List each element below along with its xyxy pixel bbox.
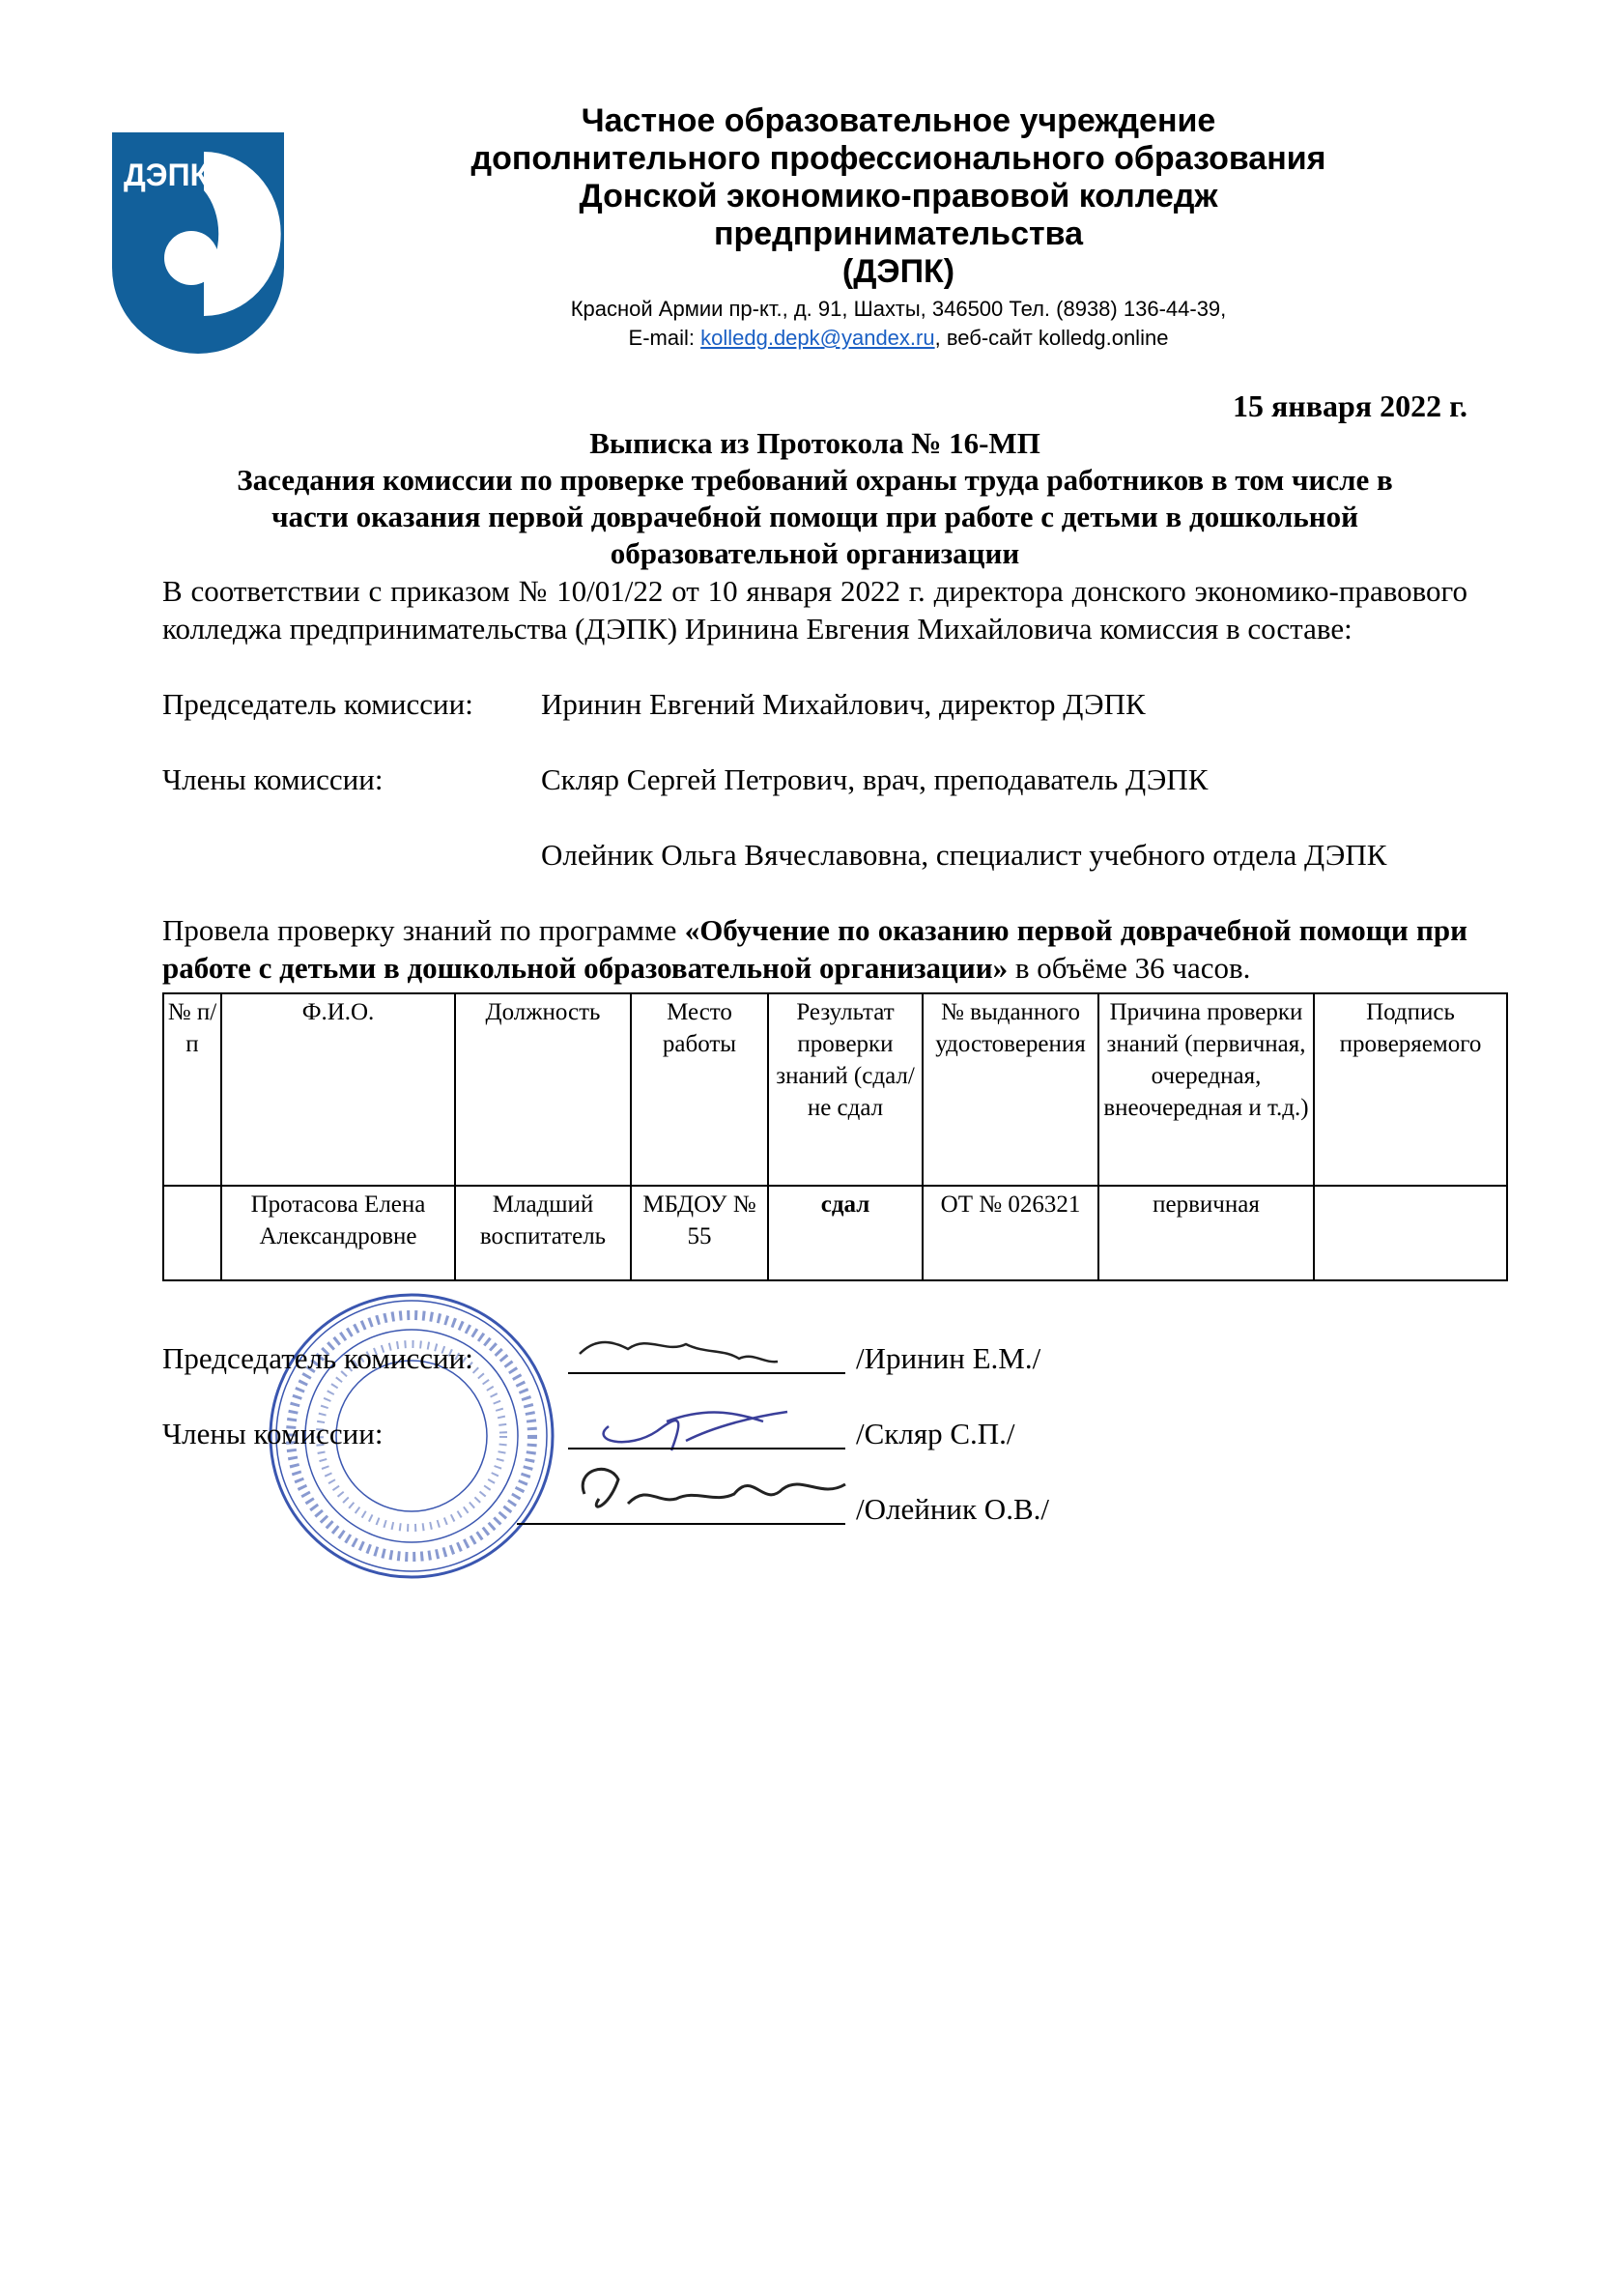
member-row: [162, 836, 1506, 874]
cell-workplace: МБДОУ № 55: [631, 1186, 768, 1280]
org-line: предпринимательства: [713, 215, 1084, 252]
depk-logo: [112, 132, 286, 355]
header-cell: Должность: [455, 993, 631, 1186]
cell-certificate: ОТ № 026321: [923, 1186, 1098, 1280]
header-cell: Подпись проверяемого: [1314, 993, 1507, 1186]
signature-row: [162, 1490, 1506, 1565]
cell-result: сдал: [768, 1186, 923, 1280]
intro-paragraph: В соответствии с приказом № 10/01/22 от 10 января 2022 г. директора донского экономико-правового колледжа предпринимательства (ДЭПК) Иринина Евгения Михайловича комиссия в составе:: [162, 574, 1467, 646]
email-link[interactable]: kolledg.depk@yandex.ru: [700, 326, 935, 350]
table-header-row: [163, 993, 1507, 1186]
svg-text:ДЭПК: ДЭПК: [124, 158, 210, 192]
email-label: E-mail:: [628, 326, 701, 350]
header-cell: Место работы: [631, 993, 768, 1186]
signature-chair-label: Председатель комиссии:: [162, 1341, 473, 1375]
signature-line: [568, 1372, 845, 1374]
signature-line: [568, 1448, 845, 1449]
header-cell: Результат проверки знаний (сдал/не сдал: [768, 993, 923, 1186]
chair-label: Председатель комиссии:: [162, 687, 473, 721]
address: Красной Армии пр-кт., д. 91, Шахты, 346500 Тел. (8938) 136-44-39,: [570, 297, 1227, 321]
cell-number: [163, 1186, 221, 1280]
document-body: [162, 425, 1506, 1571]
org-line: Донской экономико-правовой колледж: [579, 178, 1218, 215]
program-hours: в объёме 36 часов.: [1008, 951, 1251, 985]
contact-info: [386, 295, 1410, 353]
signature-members-label: Члены комиссии:: [162, 1417, 384, 1450]
title-line: Выписка из Протокола № 16-МП: [589, 426, 1040, 460]
header-cell: Причина проверки знаний (первичная, очередная, внеочередная и т.д.): [1098, 993, 1314, 1186]
cell-reason: первичная: [1098, 1186, 1314, 1280]
website: , веб-сайт kolledg.online: [934, 326, 1169, 350]
cell-signature: [1314, 1186, 1507, 1280]
header-cell: № выданного удостоверения: [923, 993, 1098, 1186]
chair-name: Иринин Евгений Михайлович, директор ДЭПК: [541, 687, 1146, 721]
results-table: [162, 992, 1508, 1281]
signatures-block: [162, 1339, 1506, 1571]
member-name: Скляр Сергей Петрович, врач, преподаватель ДЭПК: [541, 762, 1209, 796]
program-text: Провела проверку знаний по программе: [162, 913, 685, 947]
title-line: образовательной организации: [610, 536, 1020, 570]
signature-name: /Иринин Е.М./: [856, 1341, 1041, 1375]
signature-row: [162, 1339, 1506, 1415]
signature-line: [517, 1523, 845, 1525]
member-name: Олейник Ольга Вячеславовна, специалист учебного отдела ДЭПК: [541, 838, 1387, 872]
org-line: (ДЭПК): [841, 253, 955, 290]
program-paragraph: [162, 911, 1467, 987]
members-label: Члены комиссии:: [162, 762, 384, 796]
cell-fio: Протасова Елена Александровне: [221, 1186, 455, 1280]
header-cell: Ф.И.О.: [221, 993, 455, 1186]
chair-row: [162, 685, 1506, 723]
member-row: [162, 761, 1506, 798]
title-line: Заседания комиссии по проверке требований охраны труда работников в том числе в: [237, 463, 1393, 497]
signature-name: /Олейник О.В./: [856, 1492, 1049, 1526]
program-name: «Обучение по оказанию первой доврачебной помощи при работе с детьми в дошкольной образовательной организации»: [162, 913, 1467, 985]
cell-position: Младший воспитатель: [455, 1186, 631, 1280]
table-row: [163, 1186, 1507, 1280]
org-line: дополнительного профессионального образования: [470, 140, 1326, 177]
document-date: 15 января 2022 г.: [1232, 388, 1467, 423]
signature-row: [162, 1415, 1506, 1490]
title-line: части оказания первой доврачебной помощи при работе с детьми в дошкольной: [271, 500, 1358, 533]
signature-name: /Скляр С.П./: [856, 1417, 1015, 1450]
org-line: Частное образовательное учреждение: [581, 102, 1216, 139]
document-title: [162, 425, 1467, 572]
org-name: [386, 102, 1410, 291]
header-cell: № п/п: [163, 993, 221, 1186]
